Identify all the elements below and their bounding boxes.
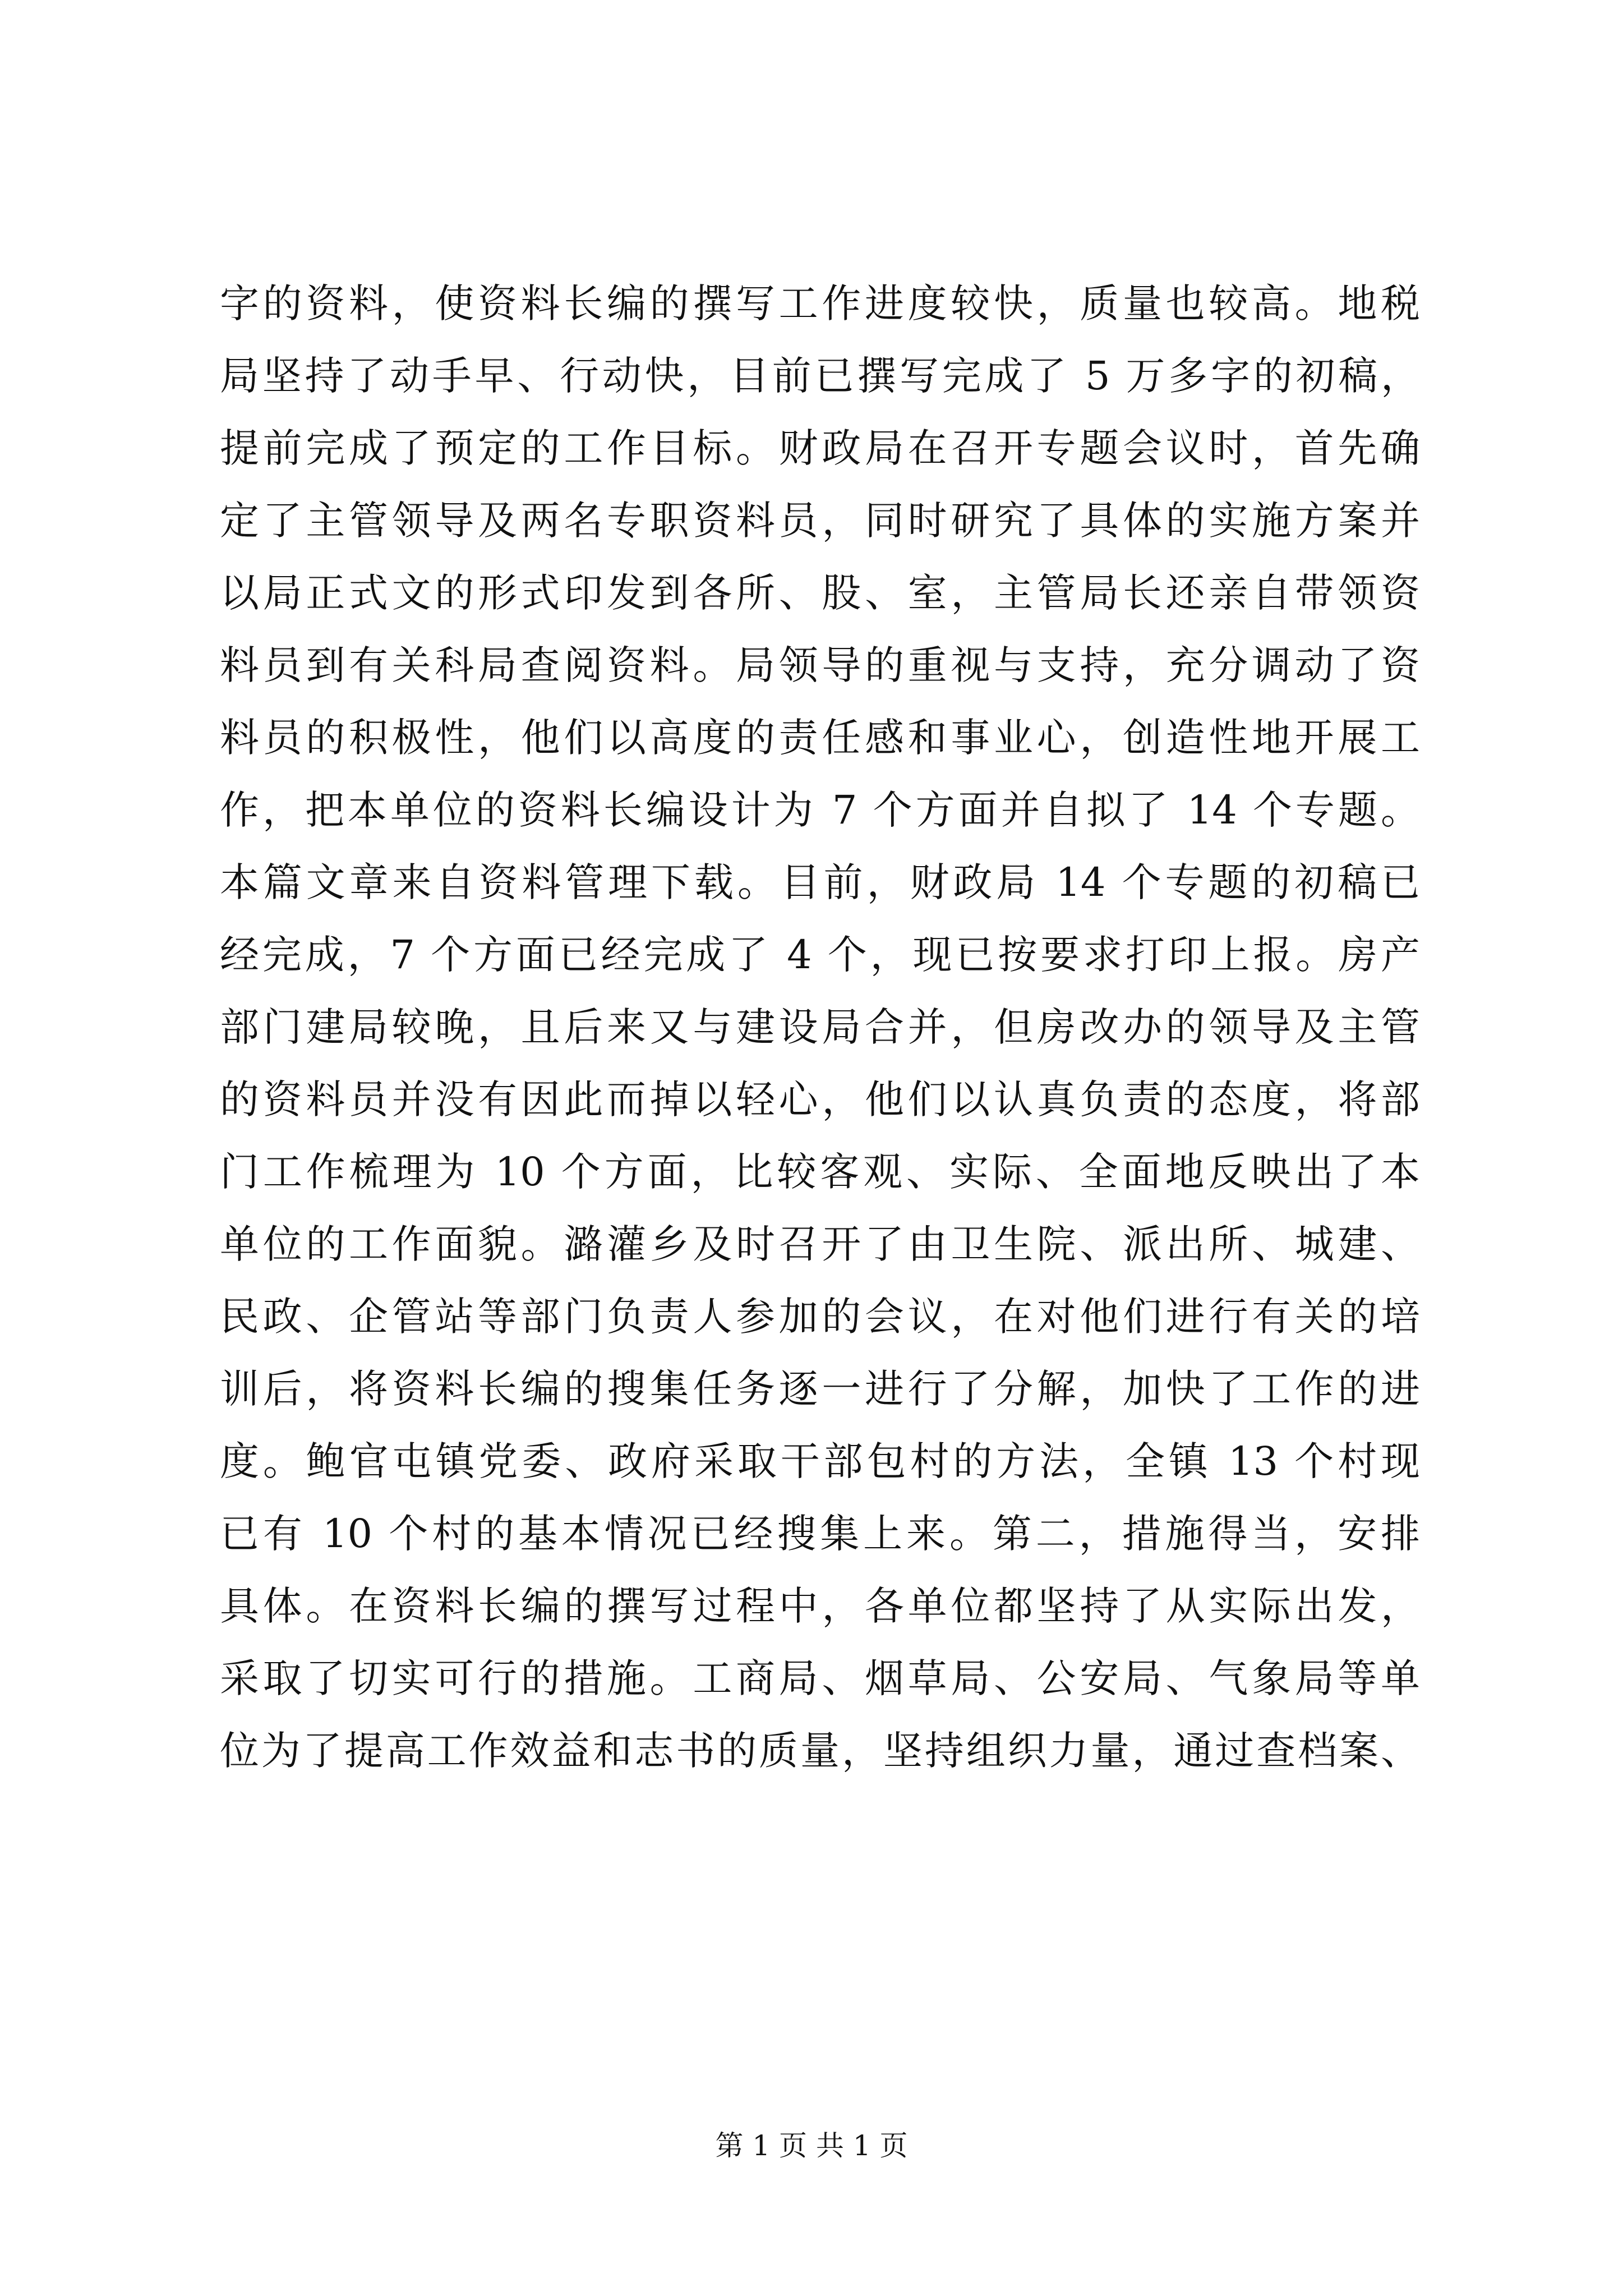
body-text xyxy=(220,268,1420,1787)
text-line: 料员的积极性，他们以高度的责任感和事业心，创造性地开展工 xyxy=(220,715,1420,761)
text-line: 作，把本单位的资料长编设计为 7 个方面并自拟了 14 个专题。 xyxy=(220,787,1420,833)
text-line: 民政、企管站等部门负责人参加的会议，在对他们进行有关的培 xyxy=(220,1294,1420,1340)
text-line: 定了主管领导及两名专职资料员，同时研究了具体的实施方案并 xyxy=(220,498,1420,544)
text-line: 局坚持了动手早、行动快，目前已撰写完成了 5 万多字的初稿， xyxy=(220,353,1420,399)
text-line: 采取了切实可行的措施。工商局、烟草局、公安局、气象局等单 xyxy=(220,1655,1420,1701)
text-line: 的资料员并没有因此而掉以轻心，他们以认真负责的态度，将部 xyxy=(220,1076,1420,1122)
page-number-label: 第 1 页 共 1 页 xyxy=(715,2129,908,2162)
text-line: 经完成，7 个方面已经完成了 4 个，现已按要求打印上报。房产 xyxy=(220,932,1420,978)
text-line: 字的资料，使资料长编的撰写工作进度较快，质量也较高。地税 xyxy=(220,280,1420,326)
text-line: 度。鲍官屯镇党委、政府采取干部包村的方法，全镇 13 个村现 xyxy=(220,1438,1420,1484)
text-line: 部门建局较晚，且后来又与建设局合并，但房改办的领导及主管 xyxy=(220,1004,1420,1050)
text-line: 以局正式文的形式印发到各所、股、室，主管局长还亲自带领资 xyxy=(220,570,1420,616)
text-line: 具体。在资料长编的撰写过程中，各单位都坚持了从实际出发， xyxy=(220,1583,1420,1629)
text-line: 单位的工作面貌。潞灌乡及时召开了由卫生院、派出所、城建、 xyxy=(220,1221,1420,1267)
text-line: 已有 10 个村的基本情况已经搜集上来。第二，措施得当，安排 xyxy=(220,1511,1420,1557)
text-line: 门工作梳理为 10 个方面，比较客观、实际、全面地反映出了本 xyxy=(220,1149,1420,1195)
page-footer xyxy=(0,2129,1623,2162)
text-line: 料员到有关科局查阅资料。局领导的重视与支持，充分调动了资 xyxy=(220,642,1420,688)
text-line: 位为了提高工作效益和志书的质量，坚持组织力量，通过查档案、 xyxy=(220,1728,1420,1774)
text-line: 提前完成了预定的工作目标。财政局在召开专题会议时，首先确 xyxy=(220,425,1420,471)
text-line: 训后，将资料长编的搜集任务逐一进行了分解，加快了工作的进 xyxy=(220,1366,1420,1412)
text-line: 本篇文章来自资料管理下载。目前，财政局 14 个专题的初稿已 xyxy=(220,859,1420,905)
